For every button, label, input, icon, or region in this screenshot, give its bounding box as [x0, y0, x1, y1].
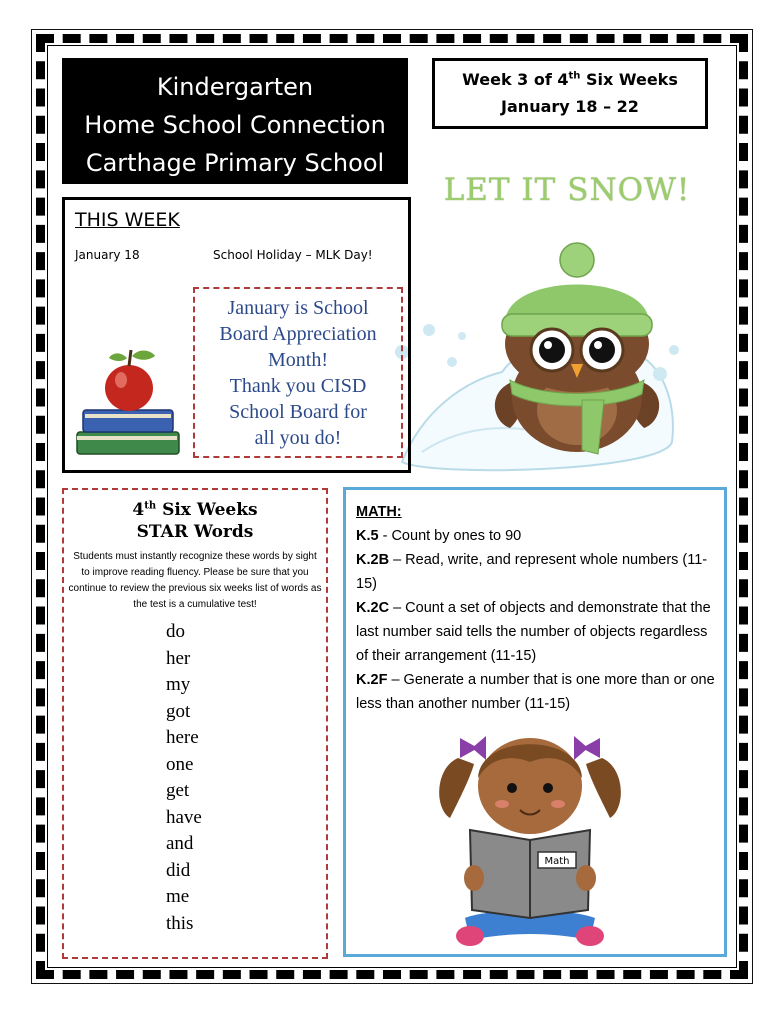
appreciation-line: Thank you CISD [229, 375, 367, 397]
title-line-1: Kindergarten [156, 73, 314, 101]
let-it-snow-banner: LET IT SNOW! [443, 172, 691, 208]
star-words-box [62, 488, 328, 959]
appreciation-line: all you do! [254, 427, 342, 449]
this-week-heading: THIS WEEK [75, 209, 180, 231]
sight-word: her [166, 647, 191, 669]
sight-word: this [166, 912, 194, 934]
appreciation-line: January is School [227, 297, 369, 319]
event-date: January 18 [75, 248, 140, 262]
appreciation-line: Board Appreciation [219, 323, 377, 345]
star-words-title: 4th Six Weeks STAR Words [132, 500, 258, 542]
appreciation-line: Month! [268, 349, 328, 371]
sight-word: one [166, 753, 194, 775]
week-line: Week 3 of 4th Six Weeks [462, 70, 678, 89]
sight-word: have [166, 806, 202, 828]
book-label: Math [544, 856, 570, 867]
week-box [432, 58, 708, 129]
sight-word: got [166, 700, 191, 722]
owl-snow-illustration [392, 232, 688, 482]
title-line-3: Carthage Primary School [85, 149, 385, 177]
appreciation-line: School Board for [229, 401, 367, 423]
sight-word: get [166, 780, 190, 801]
math-standards [356, 500, 718, 716]
week-dates: January 18 – 22 [501, 97, 639, 116]
apple-books-illustration [71, 344, 181, 462]
math-heading: MATH: [356, 504, 402, 520]
star-words-note: Students must instantly recognize these words by sight to improve reading fluency. Please be sure that you continue to review the previous six weeks list of words as the test is a cumulative test! [68, 551, 322, 610]
sight-word: my [166, 674, 191, 695]
newsletter-title [62, 58, 408, 184]
math-standard: K.5 - Count by ones to 90 [356, 528, 522, 544]
sight-word: me [166, 886, 190, 907]
this-week-box [62, 197, 411, 473]
math-standard: K.2F – Generate a number that is one more than or one less than another number (11-15) [356, 672, 715, 712]
sight-word-list [64, 619, 326, 937]
sight-word: did [166, 859, 191, 881]
math-standard: K.2B – Read, write, and represent whole numbers (11-15) [356, 552, 708, 592]
math-standard: K.2C – Count a set of objects and demonstrate that the last number said tells the number of objects regardless of their arrangement (11-15) [356, 600, 711, 664]
sight-word: and [166, 833, 194, 854]
sight-word: do [166, 621, 185, 642]
event-description: School Holiday – MLK Day! [213, 248, 373, 262]
appreciation-note [193, 287, 403, 458]
math-box [343, 487, 727, 957]
sight-word: here [166, 727, 199, 748]
title-line-2: Home School Connection [84, 111, 386, 139]
girl-reading-illustration [430, 718, 630, 954]
